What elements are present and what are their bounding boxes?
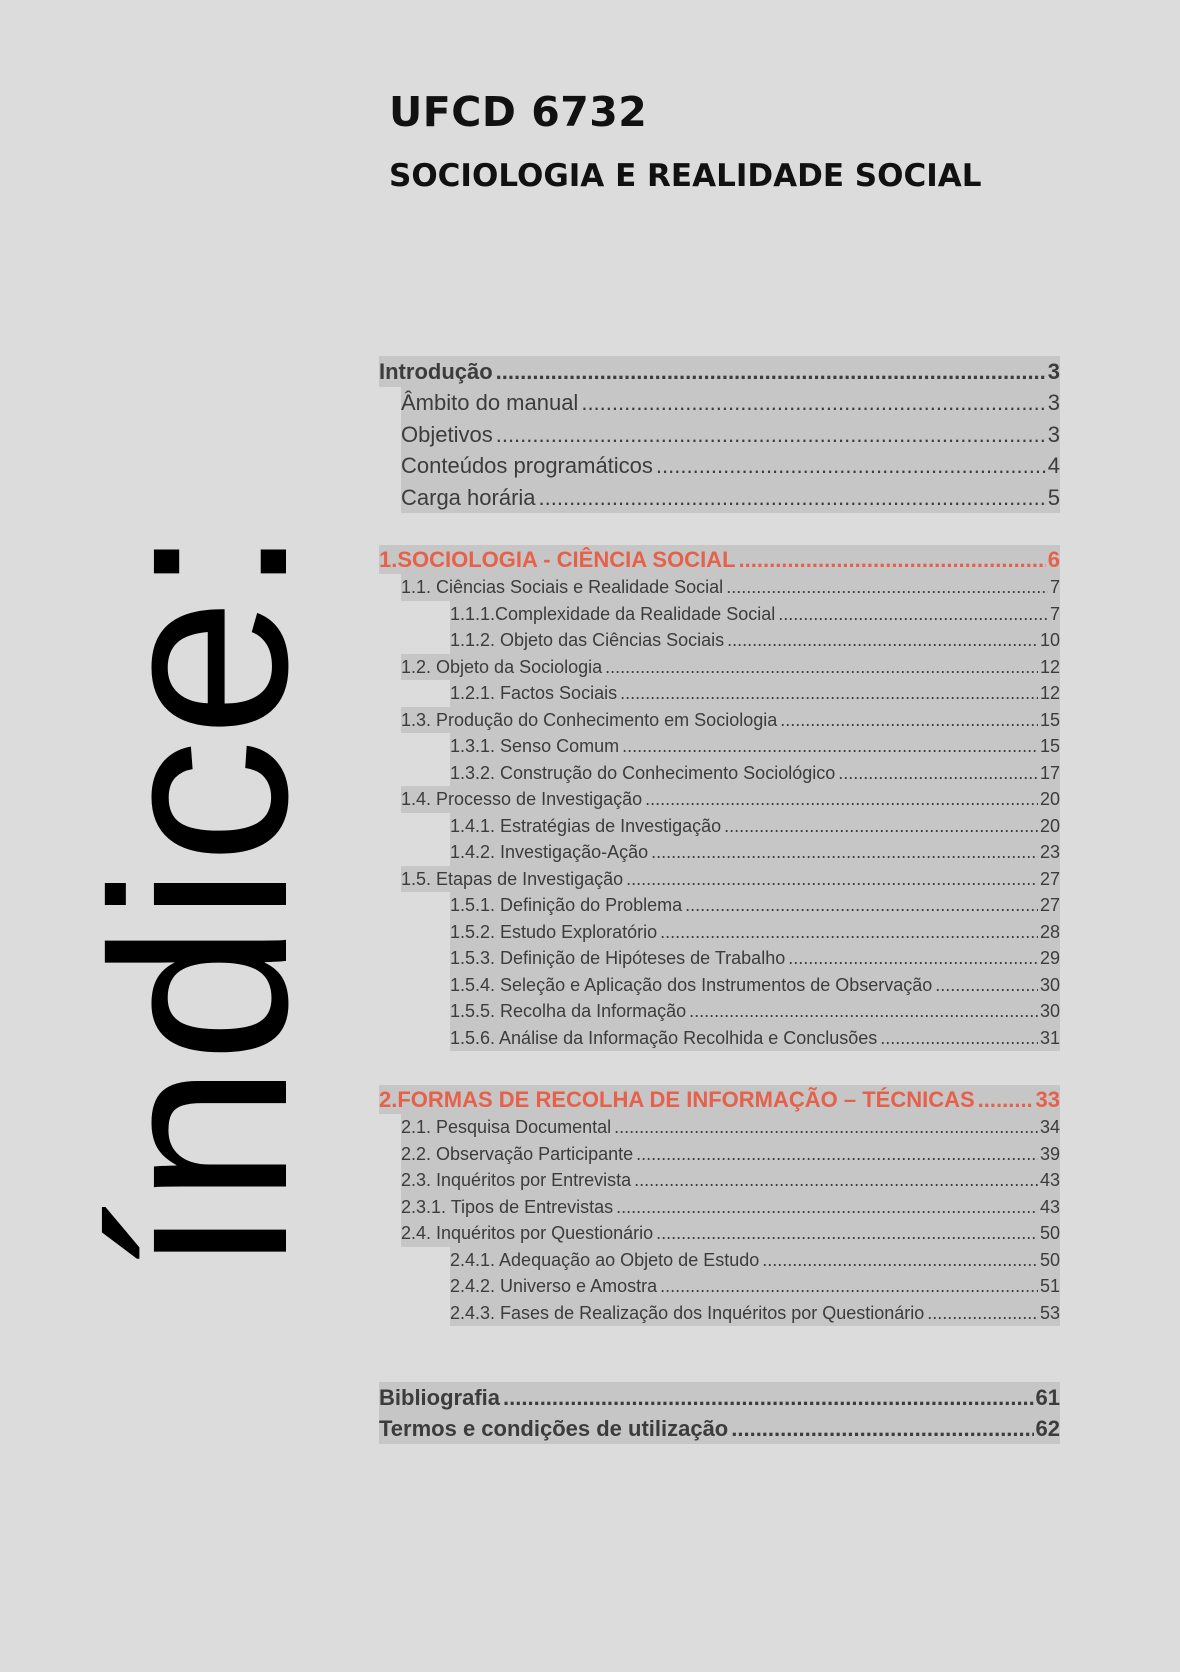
toc-label: Carga horária — [401, 484, 536, 510]
toc-page: 27 — [1039, 895, 1060, 915]
toc-leader — [626, 866, 1038, 893]
toc-entry[interactable] — [450, 1247, 1060, 1274]
toc-leader — [656, 450, 1046, 482]
toc-label: Conteúdos programáticos — [401, 453, 653, 478]
toc-entry[interactable] — [401, 707, 1060, 734]
toc-label: 1.5.1. Definição do Problema — [450, 895, 683, 915]
toc-leader — [496, 356, 1046, 387]
toc-label: 2.2. Observação Participante — [401, 1143, 634, 1164]
toc-label: 1.3.2. Construção do Conhecimento Sociológico — [450, 762, 836, 783]
toc-entry[interactable] — [450, 998, 1060, 1025]
toc-page: 27 — [1039, 868, 1060, 889]
toc-page: 28 — [1039, 921, 1060, 942]
toc-entry[interactable] — [450, 627, 1060, 654]
toc-leader — [724, 813, 1038, 840]
toc-page: 15 — [1039, 709, 1060, 730]
toc-page: 23 — [1039, 842, 1060, 862]
toc-leader — [978, 1085, 1034, 1114]
toc-entry[interactable] — [450, 813, 1060, 840]
toc-leader — [788, 945, 1038, 972]
toc-leader — [503, 1382, 1034, 1413]
toc-entry[interactable] — [450, 919, 1060, 946]
toc-entry[interactable] — [401, 1194, 1060, 1221]
toc-page: 50 — [1039, 1249, 1060, 1270]
toc-leader — [539, 482, 1046, 514]
toc-label: 1.3. Produção do Conhecimento em Sociologia — [401, 709, 778, 730]
toc-label: 1.5.6. Análise da Informação Recolhida e Conclusões — [450, 1027, 878, 1048]
toc-page: 34 — [1039, 1117, 1060, 1137]
toc-entry-ambito[interactable] — [401, 387, 1060, 419]
toc-label: 2.4.3. Fases de Realização dos Inquéritos por Questionário — [450, 1302, 925, 1323]
toc-entry[interactable] — [450, 680, 1060, 707]
toc-page: 6 — [1047, 547, 1060, 572]
toc-entry[interactable] — [450, 1025, 1060, 1052]
toc-page: 20 — [1039, 789, 1060, 809]
toc-entry[interactable] — [401, 654, 1060, 681]
toc-leader — [780, 707, 1038, 734]
toc-leader — [689, 998, 1038, 1025]
toc-leader — [727, 627, 1038, 654]
toc-label: 2.1. Pesquisa Documental — [401, 1117, 612, 1137]
toc-label: Termos e condições de utilização — [379, 1416, 729, 1441]
toc-label: 2.3. Inquéritos por Entrevista — [401, 1170, 632, 1190]
toc-page: 51 — [1039, 1276, 1060, 1296]
toc-page: 10 — [1039, 630, 1060, 650]
toc-page: 4 — [1047, 453, 1060, 478]
toc-page: 39 — [1039, 1143, 1060, 1164]
toc-page: 20 — [1039, 815, 1060, 836]
toc-page: 3 — [1047, 421, 1060, 447]
toc-page: 43 — [1039, 1196, 1060, 1217]
toc-label: 1.2. Objeto da Sociologia — [401, 656, 603, 677]
toc-page: 30 — [1039, 974, 1060, 995]
toc-entry[interactable] — [450, 1300, 1060, 1327]
toc-page: 7 — [1049, 577, 1060, 597]
toc-leader — [616, 1194, 1038, 1221]
toc-entry[interactable] — [450, 972, 1060, 999]
toc-leader — [927, 1300, 1038, 1327]
toc-entry[interactable] — [401, 1114, 1060, 1141]
toc-page: 3 — [1047, 390, 1060, 415]
toc-end-group — [379, 1382, 1060, 1444]
toc-leader — [614, 1114, 1038, 1141]
toc-label: Bibliografia — [379, 1385, 501, 1410]
unit-title: SOCIOLOGIA E REALIDADE SOCIAL — [389, 158, 982, 194]
toc-label: 1.4.1. Estratégias de Investigação — [450, 815, 722, 836]
toc-entry[interactable] — [401, 1220, 1060, 1247]
toc-leader — [581, 387, 1045, 419]
toc-page: 43 — [1039, 1170, 1060, 1190]
toc-page: 62 — [1035, 1416, 1060, 1441]
toc-entry[interactable] — [450, 945, 1060, 972]
toc-label: 1.2.1. Factos Sociais — [450, 683, 618, 703]
toc-leader — [762, 1247, 1038, 1274]
document-header — [389, 88, 982, 194]
toc-label: 2.3.1. Tipos de Entrevistas — [401, 1196, 614, 1217]
toc-chapter2-group — [379, 1085, 1060, 1326]
toc-entry[interactable] — [450, 601, 1060, 628]
toc-leader — [685, 892, 1038, 919]
toc-label: 2.4. Inquéritos por Questionário — [401, 1223, 654, 1243]
toc-page: 31 — [1039, 1027, 1060, 1048]
toc-entry[interactable] — [401, 786, 1060, 813]
toc-label: 1.4. Processo de Investigação — [401, 789, 643, 809]
toc-leader — [778, 601, 1048, 628]
toc-intro-group — [379, 356, 1060, 513]
toc-label: 2.4.1. Adequação ao Objeto de Estudo — [450, 1249, 760, 1270]
toc-page: 29 — [1039, 948, 1060, 968]
table-of-contents — [379, 356, 1060, 1444]
toc-entry[interactable] — [401, 1167, 1060, 1194]
toc-leader — [622, 733, 1038, 760]
toc-leader — [935, 972, 1038, 999]
toc-page: 15 — [1039, 736, 1060, 756]
toc-label: Objetivos — [401, 421, 493, 447]
toc-leader — [656, 1220, 1038, 1247]
toc-entry[interactable] — [450, 733, 1060, 760]
toc-label: 1.5.4. Seleção e Aplicação dos Instrumentos de Observação — [450, 974, 933, 995]
toc-label: Âmbito do manual — [401, 390, 579, 415]
toc-label: 1.SOCIOLOGIA - CIÊNCIA SOCIAL — [379, 547, 736, 572]
toc-page: 50 — [1039, 1223, 1060, 1243]
toc-leader — [645, 786, 1038, 813]
toc-page: 30 — [1039, 1001, 1060, 1021]
toc-entry-bibliografia[interactable] — [379, 1382, 1060, 1413]
toc-leader — [660, 919, 1038, 946]
toc-label: 1.1.2. Objeto das Ciências Sociais — [450, 630, 725, 650]
toc-entry-introducao[interactable] — [379, 356, 1060, 387]
toc-leader — [739, 545, 1046, 574]
toc-entry[interactable] — [450, 892, 1060, 919]
toc-leader — [605, 654, 1038, 681]
toc-label: 1.5.5. Recolha da Informação — [450, 1001, 687, 1021]
toc-page: 12 — [1039, 656, 1060, 677]
toc-page: 53 — [1039, 1302, 1060, 1323]
toc-entry-termos[interactable] — [379, 1413, 1060, 1444]
toc-label: 2.FORMAS DE RECOLHA DE INFORMAÇÃO – TÉCNICAS — [379, 1087, 975, 1112]
toc-leader — [880, 1025, 1038, 1052]
toc-chapter-2[interactable] — [379, 1085, 1060, 1114]
toc-label: 1.3.1. Senso Comum — [450, 736, 620, 756]
toc-entry[interactable] — [401, 574, 1060, 601]
toc-label: 1.5.3. Definição de Hipóteses de Trabalho — [450, 948, 786, 968]
toc-label: 1.5.2. Estudo Exploratório — [450, 921, 658, 942]
toc-leader — [660, 1273, 1038, 1300]
toc-page: 7 — [1049, 603, 1060, 624]
toc-entry[interactable] — [450, 760, 1060, 787]
toc-leader — [496, 419, 1046, 451]
toc-entry-carga[interactable] — [401, 482, 1060, 514]
unit-code: UFCD 6732 — [389, 88, 648, 136]
toc-entry[interactable] — [401, 866, 1060, 893]
toc-leader — [620, 680, 1038, 707]
toc-page: 17 — [1039, 762, 1060, 783]
toc-label: 1.1.1.Complexidade da Realidade Social — [450, 603, 776, 624]
toc-label: Introdução — [379, 359, 493, 384]
toc-page: 33 — [1035, 1087, 1060, 1112]
toc-leader — [838, 760, 1038, 787]
toc-entry[interactable] — [450, 839, 1060, 866]
toc-page: 12 — [1039, 683, 1060, 703]
toc-leader — [726, 574, 1048, 601]
toc-label: 1.1. Ciências Sociais e Realidade Social — [401, 577, 724, 597]
toc-entry-objetivos[interactable] — [401, 419, 1060, 451]
toc-leader — [636, 1141, 1038, 1168]
toc-chapter-1[interactable] — [379, 545, 1060, 574]
toc-entry[interactable] — [401, 1141, 1060, 1168]
toc-entry-conteudos[interactable] — [401, 450, 1060, 482]
toc-leader — [731, 1413, 1033, 1444]
toc-label: 2.4.2. Universo e Amostra — [450, 1276, 658, 1296]
toc-leader — [651, 839, 1038, 866]
index-vertical-title: índice: — [60, 524, 339, 1276]
toc-entry[interactable] — [450, 1273, 1060, 1300]
toc-page: 3 — [1047, 359, 1060, 384]
toc-chapter1-group — [379, 545, 1060, 1051]
toc-label: 1.5. Etapas de Investigação — [401, 868, 624, 889]
toc-page: 5 — [1047, 484, 1060, 510]
toc-leader — [634, 1167, 1038, 1194]
toc-page: 61 — [1035, 1385, 1060, 1410]
toc-label: 1.4.2. Investigação-Ação — [450, 842, 649, 862]
